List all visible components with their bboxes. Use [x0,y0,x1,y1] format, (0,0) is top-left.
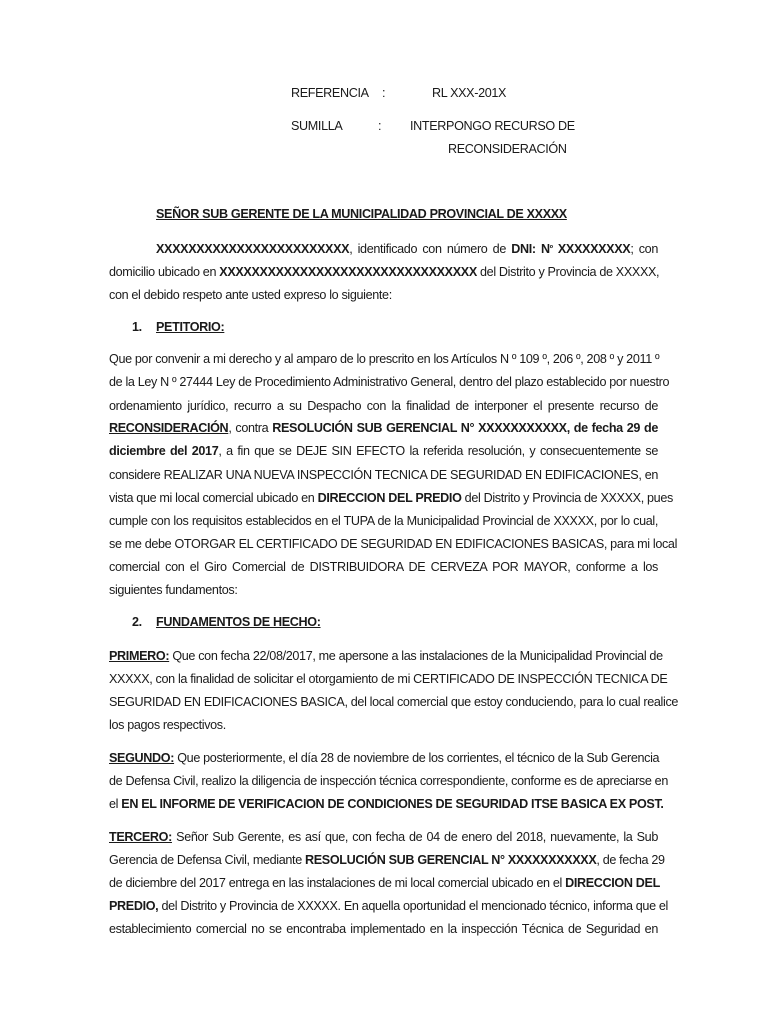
primero-line-3: SEGURIDAD EN EDIFICACIONES BASICA, del local comercial que estoy conduciendo, para lo cual realice [109,695,679,709]
tercero-line-4: PREDIO, del Distrito y Provincia de XXXXX. En aquella oportunidad el mencionado técnico, informa que el [109,899,668,913]
petitorio-line-2: de la Ley N º 27444 Ley de Procedimiento Administrativo General, dentro del plazo establecido por nuestro [109,375,670,389]
petitioner-name: XXXXXXXXXXXXXXXXXXXXXXXX [156,242,350,256]
informe-ref: EN EL INFORME DE VERIFICACION DE CONDICIONES DE SEGURIDAD ITSE BASICA EX POST. [121,797,664,811]
tercero-line-2: Gerencia de Defensa Civil, mediante RESOLUCIÓN SUB GERENCIAL N° XXXXXXXXXXX, de fecha 29 [109,853,665,867]
intro-line-2: domicilio ubicado en XXXXXXXXXXXXXXXXXXXXXXXXXXXXXXXX del Distrito y Provincia de XXXXX, [109,265,660,279]
sumilla-value-line-1: INTERPONGO RECURSO DE [410,119,575,133]
petitorio-line-8: cumple con los requisitos establecidos en el TUPA de la Municipalidad Provincial de XXXXX, por lo cual, [109,514,658,528]
petitioner-address: XXXXXXXXXXXXXXXXXXXXXXXXXXXXXXXX [219,265,477,279]
sumilla-value-line-2: RECONSIDERACIÓN [448,142,567,156]
petitorio-line-6: considere REALIZAR UNA NUEVA INSPECCIÓN TECNICA DE SEGURIDAD EN EDIFICACIONES, en [109,468,658,482]
petitorio-line-11: siguientes fundamentos: [109,583,238,597]
referencia-value: RL XXX-201X [432,86,507,100]
primero-line-2: XXXXX, con la finalidad de solicitar el otorgamiento de mi CERTIFICADO DE INSPECCIÓN TECNICA DE [109,672,668,686]
sumilla-colon: : [378,119,382,133]
section-2-number: 2. [132,615,142,629]
resolucion-ref: RESOLUCIÓN SUB GERENCIAL N° XXXXXXXXXXX [272,421,567,435]
referencia-colon: : [382,86,386,100]
addressee-heading: SEÑOR SUB GERENTE DE LA MUNICIPALIDAD PROVINCIAL DE XXXXX [156,207,567,221]
tercero-label: TERCERO: [109,830,172,844]
petitorio-line-10: comercial con el Giro Comercial de DISTRIBUIDORA DE CERVEZA POR MAYOR, conforme a los [109,560,658,574]
sumilla-label: SUMILLA [291,119,343,133]
petitorio-line-3: ordenamiento jurídico, recurro a su Despacho con la finalidad de interponer el presente recurso de [109,399,658,413]
petitorio-line-1: Que por convenir a mi derecho y al amparo de lo prescrito en los Artículos N º 109 º, 206 º, 208 º y 2011 º [109,352,660,366]
intro-line-3: con el debido respeto ante usted expreso lo siguiente: [109,288,392,302]
tercero-line-3: de diciembre del 2017 entrega en las instalaciones de mi local comercial ubicado en el DIRECCION DEL [109,876,660,890]
segundo-label: SEGUNDO: [109,751,175,765]
reconsideracion-term: RECONSIDERACIÓN [109,421,229,435]
petitorio-line-5: diciembre del 2017, a fin que se DEJE SIN EFECTO la referida resolución, y consecuentemente se [109,444,658,458]
segundo-line-2: de Defensa Civil, realizo la diligencia de inspección técnica correspondiente, conforme es de apreciarse en [109,774,668,788]
section-1-number: 1. [132,320,142,334]
resolucion-ref-2: RESOLUCIÓN SUB GERENCIAL N° XXXXXXXXXXX [305,853,597,867]
intro-line-1: XXXXXXXXXXXXXXXXXXXXXXXX, identificado con número de DNI: Nº XXXXXXXXX; con [156,242,658,256]
dni-label: DNI: Nº XXXXXXXXX [511,242,631,256]
predio-address: DIRECCION DEL PREDIO [317,491,462,505]
section-1-title: PETITORIO: [156,320,225,334]
tercero-line-5: establecimiento comercial no se encontraba implementado en la inspección Técnica de Seguridad en [109,922,658,936]
referencia-label: REFERENCIA [291,86,369,100]
petitorio-line-9: se me debe OTORGAR EL CERTIFICADO DE SEGURIDAD EN EDIFICACIONES BASICAS, para mi local [109,537,678,551]
petitorio-line-4: RECONSIDERACIÓN, contra RESOLUCIÓN SUB GERENCIAL N° XXXXXXXXXXX, de fecha 29 de [109,421,658,435]
section-2-title: FUNDAMENTOS DE HECHO: [156,615,321,629]
petitorio-line-7: vista que mi local comercial ubicado en DIRECCION DEL PREDIO del Distrito y Provincia de XXXXX, pues [109,491,673,505]
primero-line-4: los pagos respectivos. [109,718,226,732]
tercero-line-1: TERCERO: Señor Sub Gerente, es así que, con fecha de 04 de enero del 2018, nuevamente, la Sub [109,830,658,844]
segundo-line-3: el EN EL INFORME DE VERIFICACION DE CONDICIONES DE SEGURIDAD ITSE BASICA EX POST. [109,797,664,811]
primero-line-1: PRIMERO: Que con fecha 22/08/2017, me apersone a las instalaciones de la Municipalidad Provincial de [109,649,663,663]
primero-label: PRIMERO: [109,649,170,663]
segundo-line-1: SEGUNDO: Que posteriormente, el día 28 de noviembre de los corrientes, el técnico de la Sub Gerencia [109,751,660,765]
